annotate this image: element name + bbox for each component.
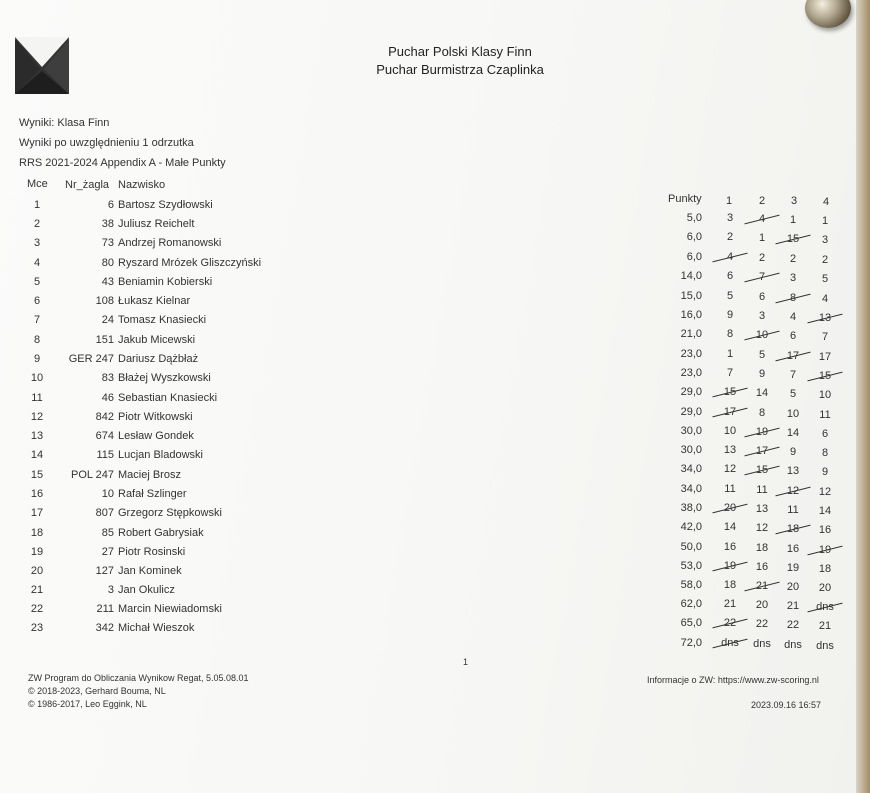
rules-note: RRS 2021-2024 Appendix A - Małe Punkty [19,157,226,169]
sailor-name-cell: Rafał Szlinger [118,488,187,500]
points-cell: 30,0 [680,444,702,456]
race-4-cell: 6 [821,428,829,440]
race-3-cell: 20 [786,581,800,593]
position-cell: 14 [30,449,44,461]
race-4-cell: 8 [821,447,829,459]
race-1-cell: dns [715,637,745,649]
race-2-cell: 17 [747,445,777,457]
race-4-cell: 15 [810,370,840,382]
position-cell: 3 [33,237,41,249]
sail-number-cell: 115 [96,449,114,461]
points-cell: 6,0 [686,231,702,243]
race-1-cell: 1 [726,348,734,360]
points-cell: 38,0 [680,502,702,514]
race-3-cell: 12 [778,485,808,497]
points-cell: 14,0 [680,270,702,282]
sail-number-cell: 3 [107,584,114,596]
sailor-name-cell: Dariusz Dążbłaż [118,353,199,365]
points-cell: 62,0 [680,598,702,610]
points-cell: 30,0 [680,425,702,437]
sail-number-cell: 127 [95,565,114,577]
sailor-name-cell: Jan Okulicz [118,584,175,596]
race-4-cell: dns [816,640,834,652]
sailor-name-cell: Ryszard Mrózek Gliszczyński [118,257,262,269]
sail-number-cell: 674 [95,430,114,442]
race-4-cell: 10 [818,389,832,401]
race-4-cell: 13 [810,312,840,324]
position-cell: 11 [31,392,43,404]
race-3-cell: 3 [789,272,797,284]
race-2-cell: 21 [747,580,777,592]
race-2-cell: 10 [747,329,777,341]
position-cell: 13 [30,430,44,442]
race-3-cell: dns [784,639,802,651]
sailor-name-cell: Andrzej Romanowski [118,237,222,249]
race-3-cell: 2 [789,253,797,265]
position-cell: 2 [33,218,41,230]
paper-edge [856,0,870,793]
race-4-cell: 16 [818,524,832,536]
copyright-eggink: © 1986-2017, Leo Eggink, NL [28,699,147,709]
race-2-cell: dns [753,638,771,650]
race-4-cell: 7 [821,331,829,343]
sail-number-cell: 46 [101,392,114,404]
race-2-cell: 14 [755,387,769,399]
race-4-cell: 19 [810,544,840,556]
position-cell: 16 [30,488,44,500]
race-1-cell: 17 [715,406,745,418]
race-3-cell: 8 [778,292,808,304]
points-cell: 58,0 [680,579,702,591]
position-cell: 19 [30,546,44,558]
header-race-2: 2 [759,195,766,207]
race-3-cell: 11 [787,504,799,516]
race-2-cell: 2 [758,252,766,264]
race-3-cell: 16 [786,543,800,555]
header-position: Mce [27,178,48,190]
program-info: ZW Program do Obliczania Wynikow Regat, 5.05.08.01 [28,673,249,683]
sail-number-cell: 43 [101,276,114,288]
race-1-cell: 7 [726,367,734,379]
position-cell: 18 [30,527,44,539]
race-3-cell: 13 [786,465,800,477]
header-race-4: 4 [823,196,830,208]
race-3-cell: 18 [778,523,808,535]
sailor-name-cell: Michał Wieszok [118,622,195,634]
race-4-cell: 18 [818,563,832,575]
race-2-cell: 3 [758,310,766,322]
race-1-cell: 15 [715,386,745,398]
points-cell: 29,0 [680,386,702,398]
race-1-cell: 11 [724,483,736,495]
position-cell: 17 [30,507,44,519]
sail-number-cell: 10 [101,488,114,500]
sailor-name-cell: Lesław Gondek [118,430,194,442]
race-3-cell: 17 [778,350,808,362]
points-cell: 16,0 [680,309,702,321]
race-2-cell: 19 [747,426,777,438]
race-3-cell: 19 [786,562,800,574]
race-4-cell: 9 [821,466,829,478]
position-cell: 8 [33,334,41,346]
title-line-1: Puchar Polski Klasy Finn [388,44,532,59]
sailor-name-cell: Łukasz Kielnar [118,295,191,307]
race-1-cell: 14 [723,521,737,533]
sail-number-cell: 38 [101,218,114,230]
race-1-cell: 16 [723,541,737,553]
race-3-cell: 21 [786,600,800,612]
race-1-cell: 5 [726,290,734,302]
race-4-cell: 14 [818,505,832,517]
sail-number-cell: 807 [95,507,114,519]
position-cell: 6 [33,295,41,307]
position-cell: 12 [30,411,44,423]
race-1-cell: 9 [726,309,734,321]
print-timestamp: 2023.09.16 16:57 [751,700,822,710]
race-3-cell: 9 [789,446,797,458]
sailor-name-cell: Piotr Rosinski [118,546,186,558]
results-class: Wyniki: Klasa Finn [19,117,110,129]
race-4-cell: 2 [821,254,829,266]
race-2-cell: 5 [758,349,766,361]
page-number: 1 [463,657,469,667]
sail-number-cell: 27 [101,546,114,558]
position-cell: 22 [30,603,44,615]
sail-number-cell: 842 [95,411,114,423]
points-cell: 21,0 [680,328,702,340]
sailor-name-cell: Jakub Micewski [118,334,196,346]
position-cell: 21 [30,584,44,596]
race-4-cell: 12 [818,486,832,498]
race-1-cell: 13 [723,444,737,456]
race-1-cell: 8 [726,328,734,340]
points-cell: 5,0 [686,212,702,224]
race-1-cell: 4 [715,251,745,263]
header-points: Punkty [668,193,702,205]
race-2-cell: 12 [755,522,769,534]
race-1-cell: 6 [726,270,734,282]
sailor-name-cell: Beniamin Kobierski [118,276,213,288]
sailor-name-cell: Błażej Wyszkowski [118,372,211,384]
race-4-cell: 17 [818,351,832,363]
points-cell: 72,0 [680,637,702,649]
position-cell: 9 [33,353,41,365]
race-4-cell: 4 [821,293,829,305]
sailor-name-cell: Sebastian Knasiecki [118,392,218,404]
sail-number-cell: 151 [95,334,114,346]
points-cell: 23,0 [680,348,702,360]
race-2-cell: 9 [758,368,766,380]
race-4-cell: 21 [818,620,832,632]
sailor-name-cell: Piotr Witkowski [118,411,193,423]
discards-note: Wyniki po uwzględnieniu 1 odrzutka [19,137,194,149]
race-3-cell: 10 [786,408,800,420]
sailor-name-cell: Juliusz Reichelt [118,218,195,230]
header-name: Nazwisko [118,179,166,191]
sail-number-cell: 211 [96,603,114,615]
sail-number-cell: 83 [101,372,114,384]
race-2-cell: 6 [758,291,766,303]
sail-number-cell: 6 [107,199,114,211]
race-4-cell: 11 [819,409,831,421]
points-cell: 42,0 [680,521,702,533]
position-cell: 10 [30,372,44,384]
race-2-cell: 11 [756,484,768,496]
race-1-cell: 12 [723,463,737,475]
position-cell: 15 [30,469,44,481]
race-4-cell: 20 [818,582,832,594]
race-1-cell: 18 [723,579,737,591]
points-cell: 53,0 [680,560,702,572]
race-2-cell: 15 [747,464,777,476]
race-1-cell: 21 [723,598,737,610]
race-2-cell: 18 [755,542,769,554]
points-cell: 23,0 [680,367,702,379]
race-2-cell: 8 [758,407,766,419]
race-2-cell: 13 [755,503,769,515]
position-cell: 23 [30,622,44,634]
points-cell: 29,0 [680,406,702,418]
race-4-cell: 3 [821,234,829,246]
sailor-name-cell: Robert Gabrysiak [118,527,204,539]
title-line-2: Puchar Burmistrza Czaplinka [376,62,544,77]
race-2-cell: 20 [755,599,769,611]
sailor-name-cell: Tomasz Knasiecki [118,314,207,326]
points-cell: 34,0 [680,483,702,495]
sailor-name-cell: Grzegorz Stępkowski [118,507,222,519]
points-cell: 6,0 [686,251,702,263]
copyright-bouma: © 2018-2023, Gerhard Bouma, NL [28,686,166,696]
race-4-cell: dns [810,601,840,613]
race-1-cell: 2 [726,231,734,243]
race-3-cell: 22 [786,619,800,631]
race-1-cell: 19 [715,560,745,572]
zw-logo [15,37,69,94]
race-2-cell: 7 [747,271,777,283]
sail-number-cell: 342 [95,622,114,634]
position-cell: 7 [33,314,41,326]
race-2-cell: 1 [758,232,766,244]
position-cell: 4 [33,257,41,269]
race-3-cell: 7 [789,369,797,381]
position-cell: 20 [30,565,44,577]
sail-number-cell: 108 [95,295,114,307]
header-sail-number: Nr_żagla [65,179,110,191]
points-cell: 34,0 [680,463,702,475]
sailor-name-cell: Bartosz Szydłowski [118,199,213,211]
race-2-cell: 22 [755,618,769,630]
race-3-cell: 14 [786,427,800,439]
header-race-1: 1 [726,195,733,207]
sail-number-cell: POL 247 [70,469,114,481]
race-3-cell: 1 [789,214,797,226]
race-4-cell: 5 [821,273,829,285]
sail-number-cell: 24 [101,314,114,326]
points-cell: 15,0 [680,290,702,302]
race-1-cell: 3 [726,212,734,224]
race-1-cell: 10 [723,425,737,437]
race-3-cell: 4 [789,311,797,323]
race-4-cell: 1 [821,215,829,227]
race-3-cell: 5 [789,388,797,400]
race-3-cell: 6 [789,330,797,342]
sailor-name-cell: Lucjan Bladowski [118,449,203,461]
race-1-cell: 20 [715,502,745,514]
sail-number-cell: 80 [101,257,114,269]
sail-number-cell: 85 [101,527,114,539]
points-cell: 65,0 [680,617,702,629]
sailor-name-cell: Marcin Niewiadomski [118,603,222,615]
race-2-cell: 4 [747,213,777,225]
sailor-name-cell: Maciej Brosz [118,469,181,481]
race-3-cell: 15 [778,233,808,245]
sailor-name-cell: Jan Kominek [118,565,182,577]
header-race-3: 3 [791,195,798,207]
race-1-cell: 22 [715,617,745,629]
position-cell: 1 [33,199,41,211]
sail-number-cell: GER 247 [68,353,114,365]
race-2-cell: 16 [755,561,769,573]
points-cell: 50,0 [680,541,702,553]
position-cell: 5 [33,276,41,288]
zw-info-link: Informacje o ZW: https://www.zw-scoring.nl [647,675,819,685]
sail-number-cell: 73 [101,237,114,249]
